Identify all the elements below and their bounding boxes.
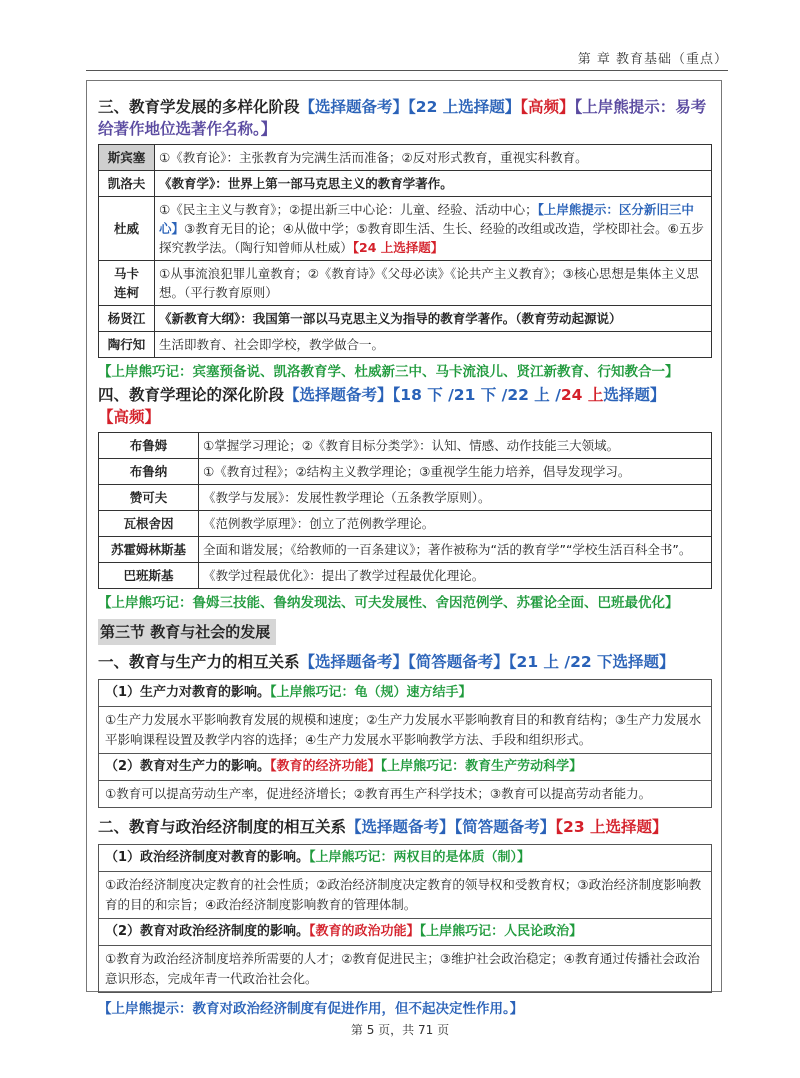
tag-23-choice: 【23 上选择题】 <box>555 818 668 836</box>
table-row <box>99 563 712 589</box>
politics-b2-mnemonic: 【上岸熊巧记：人民论政治】 <box>419 924 583 939</box>
educator-description: 《教学过程最优化》：提出了教学过程最优化理论。 <box>199 563 712 589</box>
tag-high-freq: 【高频】 <box>98 408 161 426</box>
table-row <box>99 261 712 306</box>
educator-description: 《范例教学原理》：创立了范例教学理论。 <box>199 511 712 537</box>
politics-b2-text: ①教育为政治经济制度培养所需要的人才；②教育促进民主；③维护社会政治稳定；④教育通过传播社会政治意识形态，完成年青一代政治社会化。 <box>105 951 700 986</box>
dewey-text-1: ①《民主主义与教育》；②提出新三中心论：儿童、经验、活动中心； <box>159 202 538 217</box>
section-3-tip: 【上岸熊提示：易考给著作地位选著作名称。】 <box>98 98 707 138</box>
table-row <box>99 433 712 459</box>
page-content <box>98 96 718 1019</box>
tag-choice-prep: 【选择题备考】 <box>299 98 409 116</box>
productivity-b2-title: （2）教育对生产力的影响。 <box>105 759 271 774</box>
productivity-b1-text: ①生产力发展水平影响教育发展的规模和速度；②生产力发展水平影响教育目的和教育结构；③生产力发展水平影响课程设置及教学内容的选择；④生产力发展水平影响教学方法、手段和组织形式。 <box>99 707 711 754</box>
part-1-heading <box>98 651 718 673</box>
educator-description: 全面和谐发展；《给教师的一百条建议》；著作被称为“活的教育学”“学校生活百科全书”。 <box>199 537 712 563</box>
educator-name: 瓦根舍因 <box>99 511 199 537</box>
tag-exam-years-b: 24 上 <box>560 386 604 404</box>
dewey-text-2: ③教育无目的论；④从做中学；⑤教育即生活、生长、经验的改组或改造，学校即社会。⑥五步探究教学法。（陶行知曾师从杜威） <box>159 221 704 255</box>
part-2-title: 二、教育与政治经济制度的相互关系 <box>98 818 347 836</box>
educator-name: 布鲁姆 <box>99 433 199 459</box>
desc-kairov: 《教育学》：世界上第一部马克思主义的教育学著作。 <box>155 171 712 197</box>
educator-description: ①掌握学习理论；②《教育目标分类学》：认知、情感、动作技能三大领域。 <box>199 433 712 459</box>
politics-b2-title: （2）教育对政治经济制度的影响。 <box>105 924 310 939</box>
educator-name: 巴班斯基 <box>99 563 199 589</box>
productivity-b1-mnemonic: 【上岸熊巧记：龟（规）速方结手】 <box>270 685 472 700</box>
tag-exam-years-a: 【18 下 /21 下 /22 上 / <box>392 386 561 404</box>
section-4-heading <box>98 384 718 428</box>
tag-choice-prep: 【选择题备考】 <box>284 386 393 404</box>
tag-exam-years-c: 选择题】 <box>603 386 666 404</box>
educator-name: 苏霍姆林斯基 <box>99 537 199 563</box>
table-row <box>99 511 712 537</box>
table-row <box>99 459 712 485</box>
table-row <box>99 171 712 197</box>
name-spencer: 斯宾塞 <box>99 145 155 171</box>
politics-b2-title-row <box>99 919 711 946</box>
section-3-chapter-title-wrap <box>98 619 718 645</box>
section-heading-3: 第三节 教育与社会的发展 <box>98 619 276 645</box>
productivity-b2-title-row <box>99 754 711 781</box>
name-dewey: 杜威 <box>99 197 155 261</box>
section-3-heading <box>98 96 718 140</box>
table-row <box>99 332 712 358</box>
section-4-title: 四、教育学理论的深化阶段 <box>98 386 285 404</box>
makarenko-name-line2: 连柯 <box>113 285 139 300</box>
part-2-heading <box>98 816 718 838</box>
productivity-b2-mnemonic: 【上岸熊巧记：教育生产劳动科学】 <box>380 759 583 774</box>
tag-short-answer-prep: 【简答题备考】 <box>408 653 509 671</box>
tag-short-answer-prep: 【简答题备考】 <box>454 818 556 836</box>
desc-yang-xianjiang: 《新教育大纲》：我国第一部以马克思主义为指导的教育学著作。（教育劳动起源说） <box>155 306 712 332</box>
educator-name: 赞可夫 <box>99 485 199 511</box>
name-yang-xianjiang: 杨贤江 <box>99 306 155 332</box>
chapter-header: 第 章 教育基础（重点） <box>577 52 728 67</box>
dewey-tip: 【上岸熊提示：区分新旧三中心】 <box>159 202 694 236</box>
name-makarenko <box>99 261 155 306</box>
tag-exam-years: 【21 上 /22 下选择题】 <box>508 653 675 671</box>
politics-b1-title: （1）政治经济制度对教育的影响。 <box>105 850 310 865</box>
makarenko-name-line1: 马卡 <box>113 266 139 281</box>
part-1-title: 一、教育与生产力的相互关系 <box>98 653 300 671</box>
politics-tip: 【上岸熊提示：教育对政治经济制度有促进作用，但不起决定性作用。】 <box>98 1001 524 1017</box>
mnemonic-2: 【上岸熊巧记：鲁姆三技能、鲁纳发现法、可夫发展性、舍因范例学、苏霍论全面、巴班最优化】 <box>98 595 679 611</box>
educator-description: 《教学与发展》：发展性教学理论（五条教学原则）。 <box>199 485 712 511</box>
productivity-b2-function: 【教育的经济功能】 <box>270 759 381 774</box>
educators-table-2 <box>98 432 712 589</box>
page-number: 第 5 页，共 71 页 <box>350 1023 450 1037</box>
politics-b1-title-row <box>99 845 711 872</box>
productivity-b1-title-row <box>99 680 711 707</box>
table-row <box>99 306 712 332</box>
politics-box <box>98 844 712 993</box>
name-tao-xingzhi: 陶行知 <box>99 332 155 358</box>
table-row <box>99 537 712 563</box>
politics-b1-mnemonic: 【上岸熊巧记：两权目的是体质（制）】 <box>309 850 531 865</box>
table-row <box>99 145 712 171</box>
desc-spencer: ①《教育论》：主张教育为完满生活而准备；②反对形式教育，重视实科教育。 <box>155 145 712 171</box>
tag-22-choice: 【22 上选择题】 <box>408 98 521 116</box>
section-3-title: 三、教育学发展的多样化阶段 <box>98 98 300 116</box>
name-kairov: 凯洛夫 <box>99 171 155 197</box>
productivity-b1-title: （1）生产力对教育的影响。 <box>105 685 271 700</box>
desc-makarenko: ①从事流浪犯罪儿童教育；②《教育诗》《父母必读》《论共产主义教育》；③核心思想是集体主义思想。（平行教育原则） <box>155 261 712 306</box>
productivity-b2-text: ①教育可以提高劳动生产率，促进经济增长；②教育再生产科学技术；③教育可以提高劳动者能力。 <box>105 786 652 801</box>
dewey-tag: 【24 上选择题】 <box>352 240 444 255</box>
educator-name: 布鲁纳 <box>99 459 199 485</box>
desc-tao-xingzhi: 生活即教育、社会即学校，教学做合一。 <box>155 332 712 358</box>
desc-dewey <box>155 197 712 261</box>
tag-choice-prep: 【选择题备考】 <box>346 818 455 836</box>
educator-description: ①《教育过程》；②结构主义教学理论；③重视学生能力培养，倡导发现学习。 <box>199 459 712 485</box>
politics-b1-text: ①政治经济制度决定教育的社会性质；②政治经济制度决定教育的领导权和受教育权；③政治经济制度影响教育的目的和宗旨；④政治经济制度影响教育的管理体制。 <box>99 872 711 919</box>
table-row <box>99 485 712 511</box>
header-rule <box>86 70 728 71</box>
educators-table-1 <box>98 144 712 358</box>
tag-high-freq: 【高频】 <box>520 98 575 116</box>
table-row <box>99 197 712 261</box>
productivity-box <box>98 679 712 808</box>
tag-choice-prep: 【选择题备考】 <box>299 653 409 671</box>
politics-b2-function: 【教育的政治功能】 <box>309 924 420 939</box>
mnemonic-1: 【上岸熊巧记：宾塞预备说、凯洛教育学、杜威新三中、马卡流浪儿、贤江新教育、行知教合一】 <box>98 364 679 380</box>
